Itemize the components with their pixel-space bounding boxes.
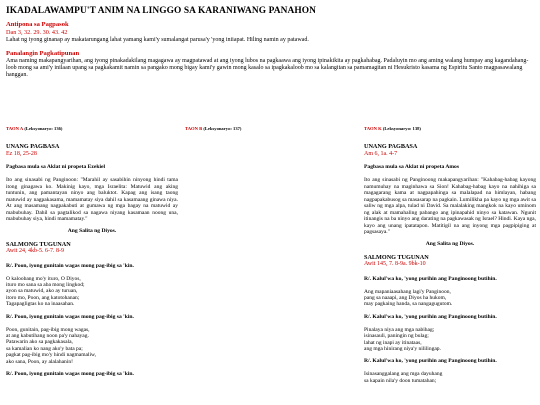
antipona-text: Lahat ng iyong ginanap ay makatarungang lahat yamang kami'y sumalangat parusa'y 'yong iniiapat. Hiling namin ay patawad. [6, 36, 309, 43]
antipona-reference: Dan 3, 32. 29. 30. 43. 42 [6, 29, 68, 36]
readings-columns [6, 126, 536, 390]
column-taon-k [364, 126, 536, 390]
psalm-response: R/. Kalul'wa ko, 'yong purihin ang Panginoong butihin. [364, 358, 497, 365]
leksyonaryo-label: (Leksyonaryo: 138) [382, 126, 421, 131]
psalm-response: R/. Poon, iyong gunitain wagas mong pag-ibig sa 'kin. [6, 370, 134, 377]
column-taon-a [6, 126, 178, 390]
reading-text: Ito ang sinasabi ng Panginoong makapangyarihan: "Kahabag-habag kayong namumuhay na maginhawa sa Sion! Kahabag-habag kayo na nahihiga sa magagarang kama at nagpapahinga sa malalapad na himlayan, habang nagpapakabusog sa masasarap na pagkain. Lumilikha pa kayo ng mga awit sa saliw ng mga alpa, tulad ni David. Sa malalaking mangkok na kayo uminom ng alak at mamahaling pabango ang ipinapahid ninyo sa katawan. Ngunit itinangis na ba ninyo ang darating na pagkawasak ng Israel? Hindi. Kaya nga, kayo ang unang ipatatapon. Matitigil na ang inyong mga pagpipiging at pagsasaya." [364, 177, 536, 235]
cycle-label: TAON B [185, 126, 203, 131]
psalm-response: R/. Kalul'wa ko, 'yong purihin ang Panginoong butihin. [364, 275, 497, 282]
reading-closing: Ang Salita ng Diyos. [67, 227, 117, 234]
reading-intro: Pagbasa mula sa Aklat ni propeta Amos [364, 164, 460, 170]
reading-closing: Ang Salita ng Diyos. [425, 240, 475, 247]
column-header [6, 126, 178, 132]
column-taon-b [185, 126, 357, 390]
panalangin-section [6, 50, 534, 80]
psalm-verse: Pinalaya niya ang mga nabihag; isinasauli, paningin ng bulag; lahat ng inapi ay itinataas, ang mga hinirang niya'y nililingap. [364, 326, 441, 352]
psalm-title: SALMONG TUGUNAN [364, 253, 429, 261]
psalm-verse: Ang mapaniaasahang lagi'y Panginoon, pang sa naaapi, ang Diyos ha hukom, may pagkaing handa, sa nangagugutom. [364, 288, 453, 308]
psalm-reference: Awit 24, 4kb-5. 6-7. 8-9 [6, 248, 64, 254]
column-header [185, 126, 357, 132]
antipona-title: Antipona sa Pagpasok [6, 21, 69, 28]
psalm-title: SALMONG TUGUNAN [6, 240, 71, 248]
column-header [364, 126, 536, 132]
reading-reference: Ez 18, 25-28 [6, 150, 37, 157]
psalm-verse: Poon, gunitain, pag-ibig mong wagas, at ang kabutihang noon pa'y nahayag. Patawarin ako sa pagkakasala, sa kamalian ko nang ako'y bata pa; pagkat pag-ibig mo'y hindi nagmamaliw, ako sana, Poon, ay alalahanin! [6, 326, 96, 365]
reading-title: UNANG PAGBASA [6, 143, 60, 150]
psalm-response: R/. Kalul'wa ko, 'yong purihin ang Panginoong butihin. [364, 313, 497, 320]
cycle-label: TAON K [364, 126, 382, 131]
psalm-response: R/. Poon, iyong gunitain wagas mong pag-ibig sa 'kin. [6, 262, 134, 269]
psalm-response: R/. Poon, iyong gunitain wagas mong pag-ibig sa 'kin. [6, 313, 134, 320]
panalangin-title: Panalangin Pagkatipunan [6, 49, 80, 57]
cycle-label: TAON A [6, 126, 24, 131]
reading-title: UNANG PAGBASA [364, 143, 418, 150]
psalm-reference: Awit 145, 7. 8-9a. 9bk-10 [364, 261, 426, 267]
psalm-verse: O kaloobang mo'y ituro, O Diyos, ituro mo sana sa aba mong lingkod; ayon sa matuwid, ako ay turuan, itoro mo, Poon, ang katotohanan; Tagapagligtas ko na inaasahan. [6, 275, 85, 308]
leksyonaryo-label: (Leksyonaryo: 136) [24, 126, 63, 131]
psalm-verse: Isinasanggalang ang mga dayuhang sa kapain nila'y doon tumatahan; [364, 371, 443, 384]
reading-intro: Pagbasa mula sa Aklat ni propeta Ezekiel [6, 164, 106, 170]
document-title: IKADALAWAMPU'T ANIM NA LINGGO SA KARANIWANG PANAHON [6, 6, 316, 16]
reading-text: Ito ang sinasabi ng Panginoon: "Marahil ay sasabihin ninyong hindi tama itong ginagawa ko. Makinig kayo, mga Israelita: Matuwid ang aking tuntunin, ang pamantayan ninyo ang baluktot. Kapag ang isang taong matuwid ay nagpakasama, mamamatay siya dahil sa kasamaang ginawa niya. At ang masamang nagpakabuti at gumawa ng mga bagay na matuwid ay mabubuhay. Dahil sa pagtalikod sa nagawa niyang kasamaan noong una, mabubuhay siya, hindi mamamatay." [6, 177, 178, 222]
panalangin-text: Ama naming makapangyarihan, ang iyong pinakadakilang magagawa ay magpatawad at ang iyong lubos na pagkaawa ang iyong ipinakikita ay pagkahabag. Padaluyin mo ang aming walang humpay ang kagandahang-loob mong sa ami'y inilaan upang sa pagkakamit namin sa pangako mong bigay kami'y gawin mong kasalo sa ipagkakaloob mo sa kalangitan sa pamamagitan ni Hesukristo kasama ng Espiritu Santo magpasawalang hanggan. [6, 57, 529, 79]
antipona-section [6, 21, 534, 44]
leksyonaryo-label: (Leksyonaryo: 137) [203, 126, 242, 131]
reading-reference: Am 6, 1a. 4-7 [364, 150, 398, 157]
